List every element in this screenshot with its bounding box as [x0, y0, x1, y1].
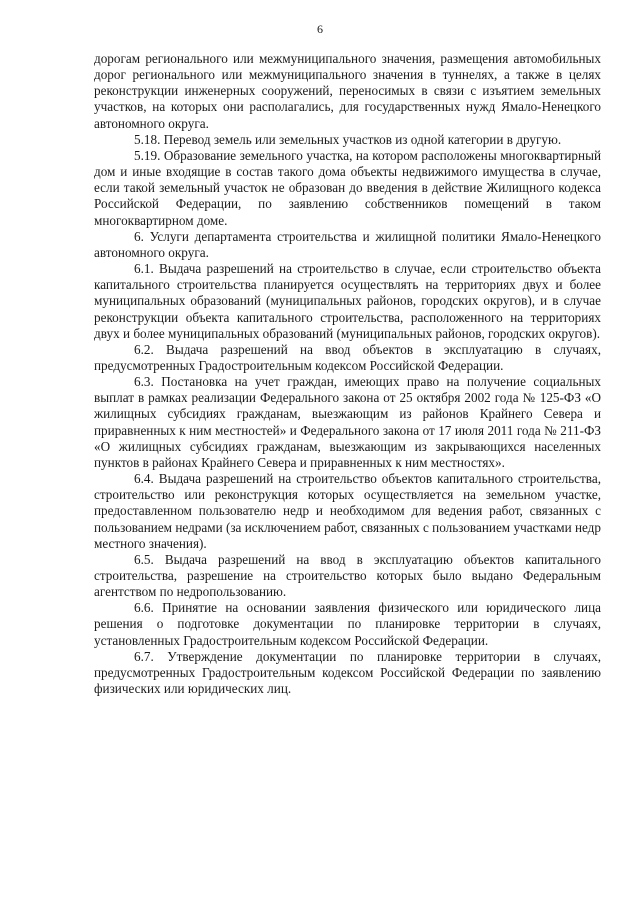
paragraph-6-1: 6.1. Выдача разрешений на строительство в случае, если строительство объекта капитального строительства планируется осуществлять на территориях двух и более муниципальных образований (муниципальных районов, городских округов), и в случае реконструкции объекта капитального строительства, расположенного на территориях двух и более муниципальных образований (муниципальных районов, городских округов).: [94, 261, 601, 341]
paragraph-6-3: 6.3. Постановка на учет граждан, имеющих право на получение социальных выплат в рамках реализации Федерального закона от 25 октября 2002 года № 125-ФЗ «О жилищных субсидиях гражданам, выезжающим из районов Крайнего Севера и приравненных к ним местностей» и Федерального закона от 17 июля 2011 года № 211-ФЗ «О жилищных субсидиях гражданам, выезжающим из закрывающихся населенных пунктов в районах Крайнего Севера и приравненных к ним местностях».: [94, 374, 601, 470]
document-body: [94, 51, 601, 697]
paragraph-5-18: 5.18. Перевод земель или земельных участков из одной категории в другую.: [134, 131, 562, 147]
paragraph-6-2: 6.2. Выдача разрешений на ввод объектов в эксплуатацию в случаях, предусмотренных Градостроительным кодексом Российской Федерации.: [94, 341, 601, 373]
section-6-heading: 6. Услуги департамента строительства и жилищной политики Ямало-Ненецкого автономного округа.: [94, 228, 601, 260]
paragraph-6-6: 6.6. Принятие на основании заявления физического или юридического лица решения о подготовке документации по планировке территории в случаях, установленных Градостроительным кодексом Российской Федерации.: [94, 600, 601, 648]
paragraph-5-19: 5.19. Образование земельного участка, на котором расположены многоквартирный дом и иные входящие в состав такого дома объекты недвижимого имущества в случае, если такой земельный участок не образован до введения в действие Жилищного кодекса Российской Федерации, по заявлению собственников помещений в таком многоквартирном доме.: [94, 147, 601, 228]
paragraph-continuation: дорогам регионального или межмуниципального значения, размещения автомобильных дорог регионального или межмуниципального значения в туннелях, а также в целях реконструкции инженерных сооружений, переносимых в связи с изъятием земельных участков, на которых они располагались, для государственных нужд Ямало-Ненецкого автономного округа.: [94, 51, 601, 131]
page-number: 6: [317, 22, 323, 36]
paragraph-6-5: 6.5. Выдача разрешений на ввод в эксплуатацию объектов капитального строительства, разрешение на строительство которых было выдано Федеральным агентством по недропользованию.: [94, 551, 601, 600]
paragraph-6-4: 6.4. Выдача разрешений на строительство объектов капитального строительства, строительство или реконструкция которых осуществляется на земельном участке, предоставленном пользователю недр и необходимом для ведения работ, связанных с пользованием недрами (за исключением работ, связанных с пользованием участками недр местного значения).: [94, 471, 601, 551]
paragraph-6-7: 6.7. Утверждение документации по планировке территории в случаях, предусмотренных Градостроительным кодексом Российской Федерации по заявлению физических или юридических лиц.: [94, 648, 601, 697]
